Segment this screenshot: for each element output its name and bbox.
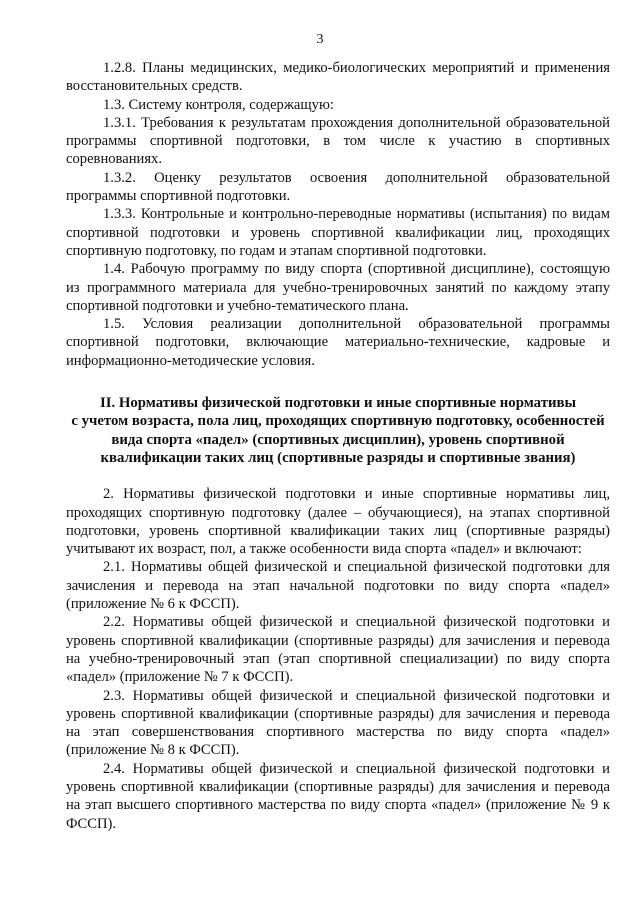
- section-spacer: [66, 370, 610, 394]
- heading-spacer: [66, 467, 610, 485]
- paragraph-2-1: 2.1. Нормативы общей физической и специальной физической подготовки для зачисления и перевода на этап начальной подготовки по виду спорта «падел» (приложение № 6 к ФССП).: [66, 559, 610, 613]
- paragraph-1-5: 1.5. Условия реализации дополнительной образовательной программы спортивной подготовки, включающие материально-технические, кадровые и информационно-методические условия.: [66, 316, 610, 369]
- paragraph-2-2: 2.2. Нормативы общей физической и специальной физической подготовки и уровень спортивной квалификации (спортивные разряды) для зачисления и перевода на учебно-тренировочный этап (этап спортивной специализации) по виду спорта «падел» (приложение № 7 к ФССП).: [66, 614, 610, 686]
- section-heading-line-1: II. Нормативы физической подготовки и иные спортивные нормативы: [99, 395, 577, 412]
- paragraph-2-4: 2.4. Нормативы общей физической и специальной физической подготовки и уровень спортивной квалификации (спортивные разряды) для зачисления и перевода на этап высшего спортивного мастерства по виду спорта «падел» (приложение № 9 к ФССП).: [66, 760, 610, 832]
- paragraph-1-3-1: 1.3.1. Требования к результатам прохождения дополнительной образовательной программы спортивной подготовки, в том числе к участию в спортивных соревнованиях.: [66, 114, 610, 168]
- paragraph-1-3-3: 1.3.3. Контрольные и контрольно-переводные нормативы (испытания) по видам спортивной подготовки и уровень спортивной квалификации лиц, проходящих спортивную подготовку, по годам и этапам спортивной подготовки.: [66, 206, 610, 259]
- paragraph-2-3: 2.3. Нормативы общей физической и специальной физической подготовки и уровень спортивной квалификации (спортивные разряды) для зачисления и перевода на этап совершенствования спортивного мастерства по виду спорта «падел» (приложение № 8 к ФССП).: [66, 687, 610, 759]
- section-heading-line-4: квалификации таких лиц (спортивные разряды и спортивные звания): [100, 449, 576, 466]
- paragraph-2: 2. Нормативы физической подготовки и иные спортивные нормативы лиц, проходящих спортивную подготовку (далее – обучающиеся), на этапах спортивной подготовки, уровень спортивной квалификации таких лиц (спортивные разряды) учитывают их возраст, пол, а также особенности вида спорта «падел» и включают:: [66, 486, 610, 558]
- document-body: [66, 59, 610, 833]
- section-heading-line-3: вида спорта «падел» (спортивных дисциплин), уровень спортивной: [111, 431, 565, 448]
- section-heading: [66, 394, 610, 467]
- paragraph-1-2-8: 1.2.8. Планы медицинских, медико-биологических мероприятий и применения восстановительных средств.: [66, 60, 610, 95]
- section-heading-line-2: с учетом возраста, пола лиц, проходящих спортивную подготовку, особенностей: [71, 413, 605, 430]
- paragraph-1-4: 1.4. Рабочую программу по виду спорта (спортивной дисциплине), состоящую из программного материала для учебно-тренировочных занятий по каждому этапу спортивной подготовки и учебно-тематического плана.: [66, 261, 610, 314]
- page-number: 3: [316, 32, 324, 47]
- paragraph-1-3-2: 1.3.2. Оценку результатов освоения дополнительной образовательной программы спортивной подготовки.: [66, 169, 610, 205]
- paragraph-1-3: 1.3. Систему контроля, содержащую:: [103, 96, 334, 113]
